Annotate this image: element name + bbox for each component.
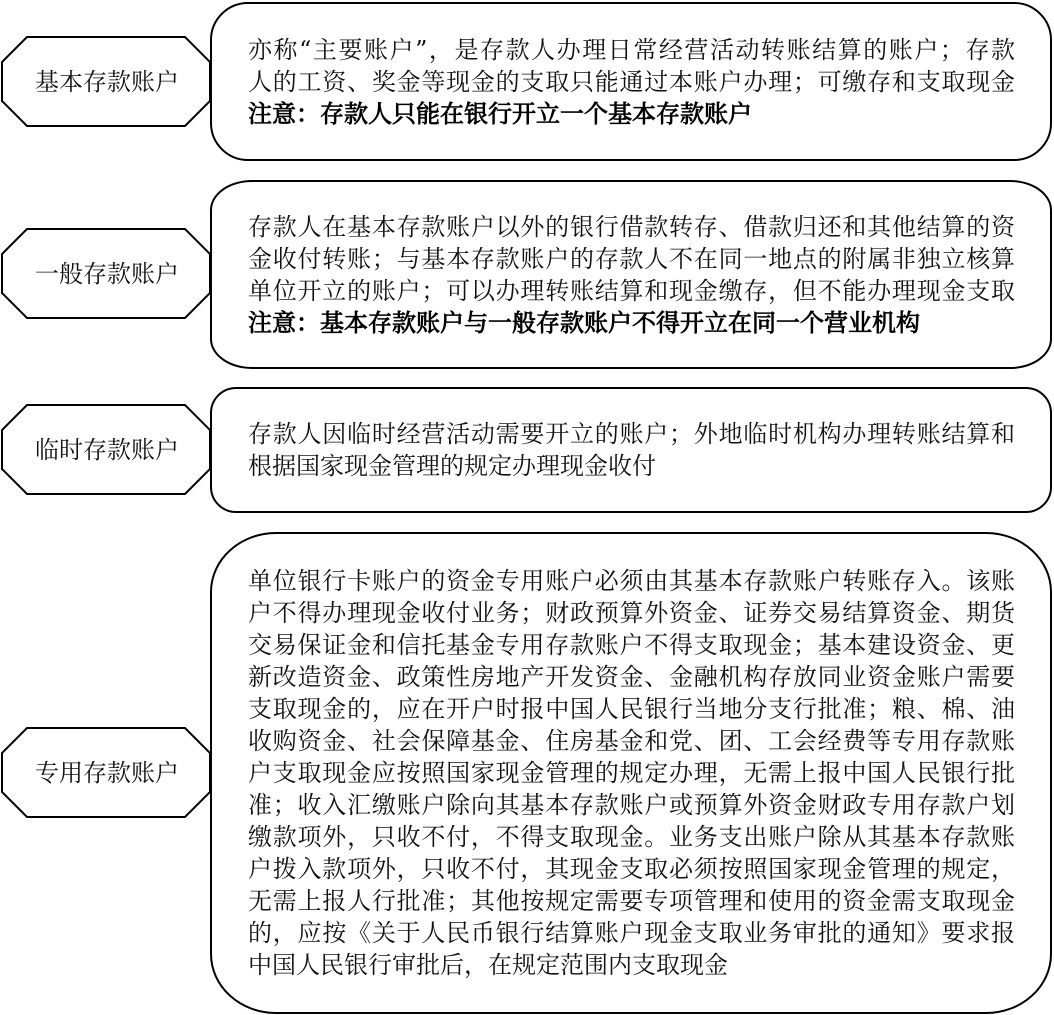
- description-line: 根据国家现金管理的规定办理现金收付: [248, 452, 656, 480]
- description-line: 交易保证金和信托基金专用存款账户不得支取现金；基本建设资金、更: [248, 631, 1015, 659]
- description-box: [210, 532, 1052, 1014]
- description-line: 收购资金、社会保障基金、住房基金和党、团、工会经费等专用存款账: [248, 727, 1015, 755]
- description-line: 无需上报人行批准；其他按规定需要专项管理和使用的资金需支取现金: [248, 887, 1015, 915]
- description-line: 单位开立的账户；可以办理转账结算和现金缴存，但不能办理现金支取: [248, 276, 1015, 305]
- description-line: 单位银行卡账户的资金专用账户必须由其基本存款账户转账存入。该账: [248, 567, 1015, 595]
- account-type-label: 基本存款账户: [35, 67, 179, 96]
- account-type-octagon: [0, 36, 212, 127]
- description-line: 缴款项外，只收不付，不得支取现金。业务支出账户除从其基本存款账: [248, 823, 1015, 851]
- account-type-label: 一般存款账户: [35, 259, 179, 288]
- description-line: 户拨入款项外，只收不付，其现金支取必须按照国家现金管理的规定，: [248, 855, 1015, 883]
- account-type-label: 临时存款账户: [35, 435, 179, 464]
- description-line: 亦称“主要账户”，是存款人办理日常经营活动转账结算的账户；存款: [248, 35, 1015, 64]
- account-type-octagon: [0, 404, 212, 495]
- description-line: 新改造资金、政策性房地产开发资金、金融机构存放同业资金账户需要: [248, 663, 1015, 691]
- description-line: 户支取现金应按照国家现金管理的规定办理，无需上报中国人民银行批: [248, 759, 1015, 787]
- description-line: 人的工资、奖金等现金的支取只能通过本账户办理；可缴存和支取现金: [248, 67, 1015, 96]
- description-line: 的，应按《关于人民币银行结算账户现金支取业务审批的通知》要求报: [248, 919, 1015, 947]
- description-text: [248, 418, 1015, 482]
- description-box: [210, 387, 1052, 513]
- account-type-label: 专用存款账户: [35, 758, 179, 787]
- description-box: [210, 180, 1052, 369]
- description-line: 准；收入汇缴账户除向其基本存款账户或预算外资金财政专用存款户划: [248, 791, 1015, 819]
- description-box: [210, 2, 1052, 161]
- description-text: [248, 34, 1015, 130]
- note-line: 注意：存款人只能在银行开立一个基本存款账户: [248, 99, 752, 128]
- account-type-octagon: [0, 228, 212, 319]
- description-line: 户不得办理现金收付业务；财政预算外资金、证券交易结算资金、期货: [248, 599, 1015, 627]
- description-line: 存款人在基本存款账户以外的银行借款转存、借款归还和其他结算的资: [248, 212, 1015, 241]
- description-line: 存款人因临时经营活动需要开立的账户；外地临时机构办理转账结算和: [248, 420, 1015, 448]
- description-text: [248, 211, 1015, 339]
- account-type-octagon: [0, 727, 212, 818]
- description-text: [248, 565, 1015, 981]
- description-line: 中国人民银行审批后，在规定范围内支取现金: [248, 951, 728, 979]
- note-line: 注意：基本存款账户与一般存款账户不得开立在同一个营业机构: [248, 308, 920, 337]
- description-line: 支取现金的，应在开户时报中国人民银行当地分支行批准；粮、棉、油: [248, 695, 1015, 723]
- description-line: 金收付转账；与基本存款账户的存款人不在同一地点的附属非独立核算: [248, 244, 1015, 273]
